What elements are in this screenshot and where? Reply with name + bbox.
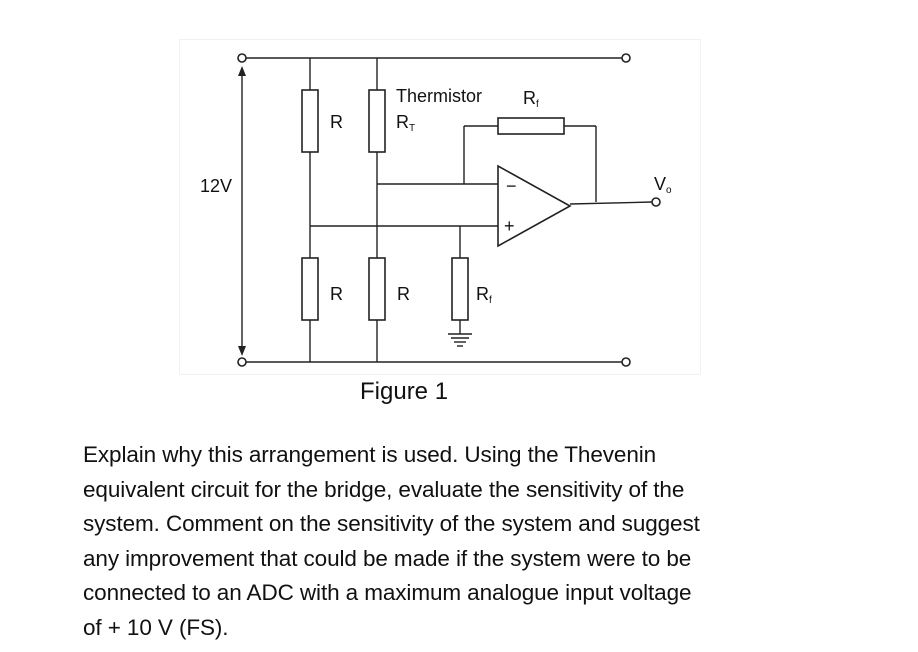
resistor-r-bottom-left-label: R	[330, 284, 343, 304]
resistor-rf-feedback-label: Rf	[523, 88, 539, 110]
resistor-r-top-left	[302, 90, 318, 152]
resistor-rf-feedback	[498, 118, 564, 134]
supply-arrow-down	[238, 346, 246, 356]
question-line: Explain why this arrangement is used. Using the Thevenin	[83, 442, 657, 467]
top-right-terminal	[622, 54, 630, 62]
op-amp-minus: −	[506, 176, 517, 196]
question-line: equivalent circuit for the bridge, evaluate the sensitivity of the	[83, 476, 685, 502]
output-wire	[570, 202, 652, 204]
output-label: Vo	[654, 174, 672, 196]
question-line: any improvement that could be made if the system were to be	[83, 545, 692, 571]
thermistor-label: RT	[396, 112, 416, 134]
thermistor-title: Thermistor	[396, 86, 483, 106]
question-line: connected to an ADC with a maximum analogue input voltage	[83, 580, 692, 605]
resistor-r-bottom-mid	[369, 258, 385, 320]
figure-caption: Figure 1	[360, 378, 449, 405]
question-line: system. Comment on the sensitivity of the system and suggest	[83, 511, 700, 536]
resistor-r-bottom-mid-label: R	[397, 284, 410, 304]
supply-arrow-up	[238, 66, 246, 76]
question-line: of + 10 V (FS).	[83, 614, 229, 640]
resistor-rf-ground-label: Rf	[476, 284, 492, 306]
resistor-rf-ground	[452, 258, 468, 320]
bottom-left-terminal	[238, 358, 246, 366]
question-text	[83, 438, 843, 645]
top-left-terminal	[238, 54, 246, 62]
output-terminal	[652, 198, 660, 206]
bottom-right-terminal	[622, 358, 630, 366]
supply-label: 12V	[200, 176, 233, 196]
op-amp-plus: +	[504, 216, 515, 236]
resistor-r-top-left-label: R	[330, 112, 343, 132]
resistor-r-bottom-left	[302, 258, 318, 320]
thermistor-rt	[369, 90, 385, 152]
